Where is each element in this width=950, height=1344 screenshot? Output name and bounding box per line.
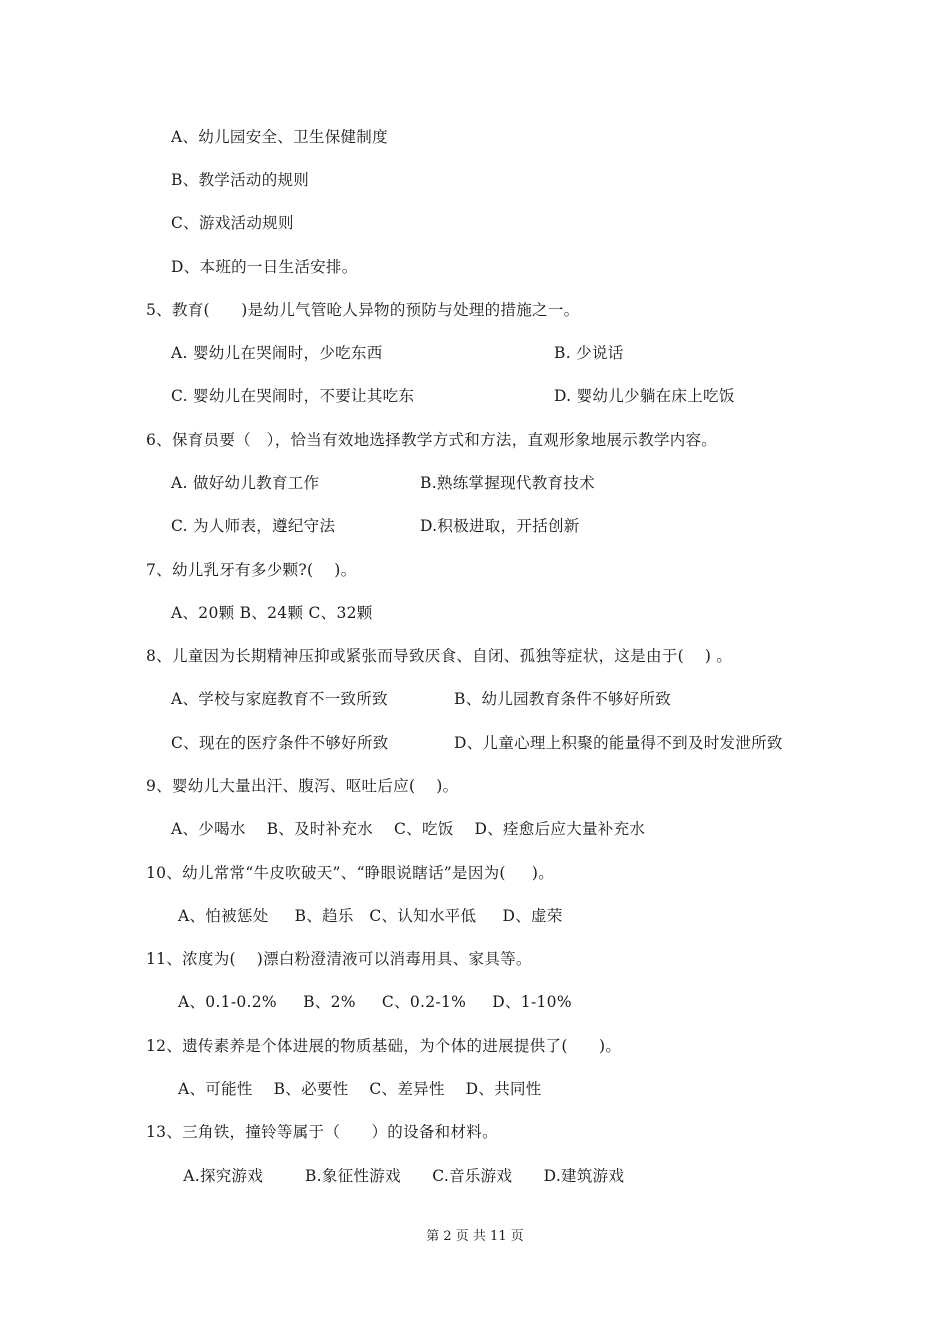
q7-stem: 7、幼儿乳牙有多少颗?( )。: [146, 561, 357, 579]
q4-option-a: A、幼儿园安全、卫生保健制度: [171, 128, 388, 146]
q8-option-c: C、现在的医疗条件不够好所致: [171, 734, 389, 752]
q5-option-d: D. 婴幼儿少躺在床上吃饭: [554, 387, 735, 405]
q5-option-c: C. 婴幼儿在哭闹时，不要让其吃东: [171, 387, 415, 405]
q6-option-c: C. 为人师表，遵纪守法: [171, 517, 336, 535]
q8-option-a: A、学校与家庭教育不一致所致: [171, 690, 388, 708]
q6-option-d: D.积极进取，开括创新: [420, 517, 580, 535]
q11-stem: 11、浓度为( )漂白粉澄清液可以消毒用具、家具等。: [146, 950, 532, 968]
q10-options: A、怕被惩处 B、趋乐 C、认知水平低 D、虚荣: [178, 907, 563, 925]
q12-options: A、可能性 B、必要性 C、差异性 D、共同性: [178, 1080, 542, 1098]
q5-option-b: B. 少说话: [554, 344, 624, 362]
q5-stem: 5、教育( )是幼儿气管呛人异物的预防与处理的措施之一。: [146, 301, 580, 319]
q4-option-c: C、游戏活动规则: [171, 214, 294, 232]
q9-options: A、少喝水 B、及时补充水 C、吃饭 D、痊愈后应大量补充水: [171, 820, 646, 838]
q12-stem: 12、遗传素养是个体进展的物质基础，为个体的进展提供了( )。: [146, 1037, 622, 1055]
q13-stem: 13、三角铁，撞铃等属于（ ）的设备和材料。: [146, 1123, 498, 1141]
q6-option-b: B.熟练掌握现代教育技术: [420, 474, 595, 492]
q7-options: A、20颗 B、24颗 C、32颗: [171, 604, 373, 622]
q4-option-b: B、教学活动的规则: [171, 171, 310, 189]
page-footer: 第 2 页 共 11 页: [426, 1229, 524, 1244]
q8-option-d: D、儿童心理上积聚的能量得不到及时发泄所致: [454, 734, 783, 752]
q8-option-b: B、幼儿园教育条件不够好所致: [454, 690, 672, 708]
q5-option-a: A. 婴幼儿在哭闹时，少吃东西: [171, 344, 383, 362]
q9-stem: 9、婴幼儿大量出汗、腹泻、呕吐后应( )。: [146, 777, 459, 795]
q8-stem: 8、儿童因为长期精神压抑或紧张而导致厌食、自闭、孤独等症状，这是由于( ) 。: [146, 647, 733, 665]
q13-options: A.探究游戏 B.象征性游戏 C.音乐游戏 D.建筑游戏: [178, 1167, 625, 1185]
q6-stem: 6、保育员要（ ），恰当有效地选择教学方式和方法，直观形象地展示教学内容。: [146, 431, 718, 449]
q10-stem: 10、幼儿常常“牛皮吹破天”、“睁眼说瞎话”是因为( )。: [146, 864, 555, 882]
q4-option-d: D、本班的一日生活安排。: [171, 258, 358, 276]
q6-option-a: A. 做好幼儿教育工作: [171, 474, 320, 492]
q11-options: A、0.1-0.2% B、2% C、0.2-1% D、1-10%: [178, 993, 572, 1011]
